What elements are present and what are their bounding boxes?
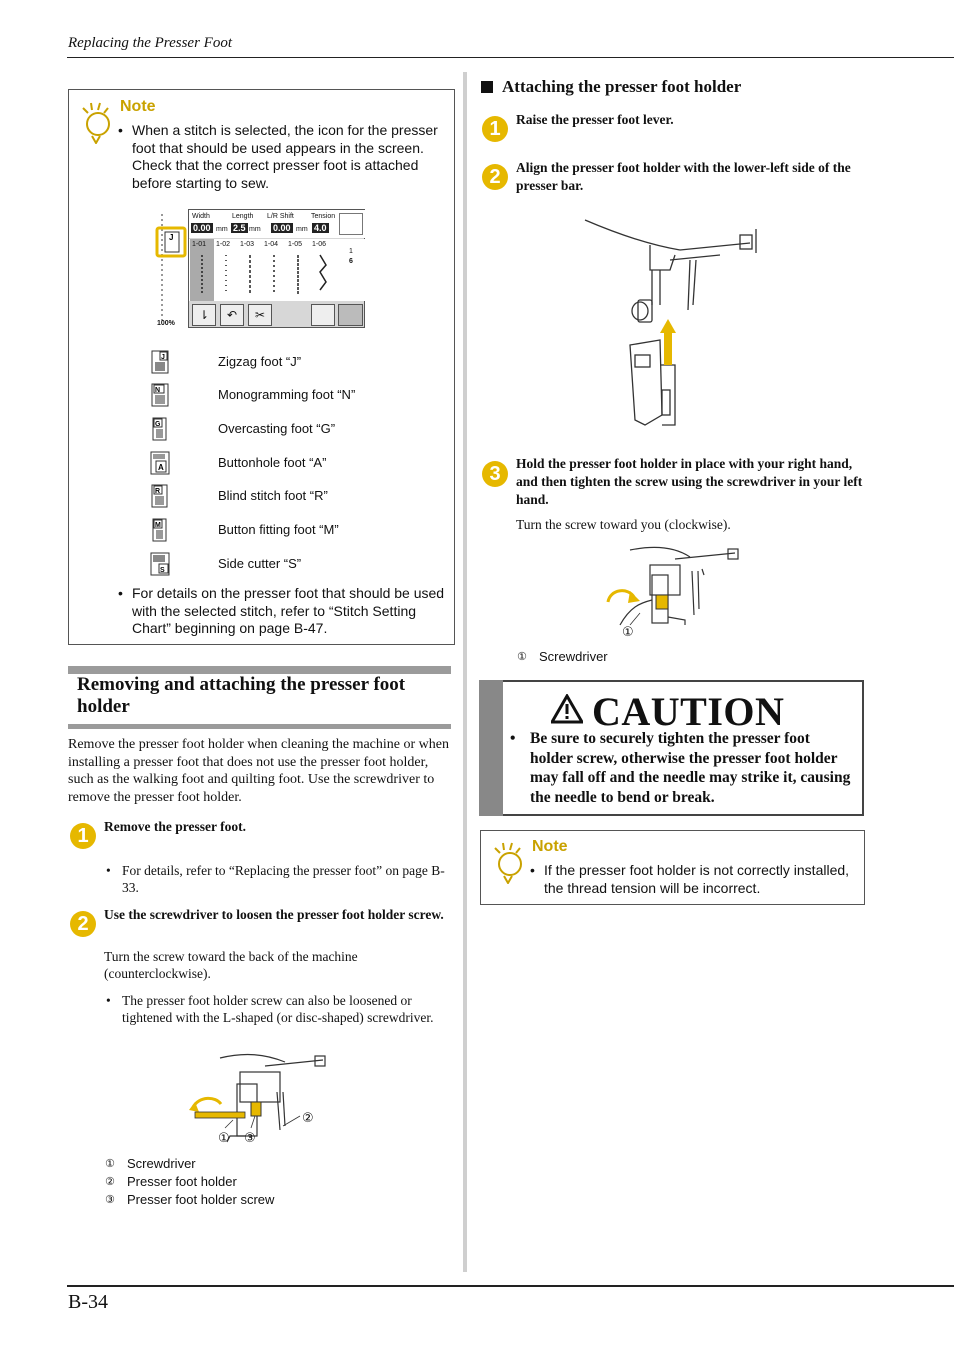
step-2-bullet-text: The presser foot holder screw can also be loosened or tightened with the L-shaped (or disc-shaped) screwdriver. [122,993,434,1025]
caution-side-bar [479,680,503,816]
caption-num: ② [105,1175,115,1188]
foot-indicator-strip [155,212,189,332]
note-title: Note [532,838,568,855]
step-3-text: Hold the presser foot holder in place with your right hand, and then tighten the screw using the screwdriver in your left hand. [516,456,863,507]
note-bullet-text: When a stitch is selected, the icon for the presser foot that should be used appears in the screen. Check that the correct presser foot is attached before starting to sew. [132,122,438,191]
caption-num: ③ [105,1193,115,1206]
svg-text:J: J [169,233,174,242]
lcd-value-width: 0.00 [193,223,211,233]
blind-stitch-foot-icon [150,484,170,508]
lcd-page-top: 1 [349,248,353,255]
note-bulb-icon [80,100,114,144]
callout-1: ① [622,625,634,640]
lcd-unit-length: mm [249,226,261,233]
running-header: Replacing the Presser Foot [68,35,232,51]
foot-label: Buttonhole foot “A” [218,455,327,470]
caption-text: Screwdriver [127,1156,196,1171]
section-title-line2: holder [77,696,130,717]
lcd-value-tension: 4.0 [314,223,327,233]
caption-num: ① [517,650,527,663]
caution-bullet: • Be sure to securely tighten the presser foot holder screw, otherwise the presser foot holder may fall off and the needle may strike it, causing the needle to bend or break. [510,730,851,806]
side-cutter-icon [150,552,170,576]
step-number-1: 1 [70,823,96,849]
lcd-stitch-patterns [189,250,339,300]
lcd-label-width: Width [192,213,210,220]
lcd-label-length: Length [232,213,254,220]
note-bullet: • If the presser foot holder is not correctly installed, the thread tension will be incorrect. [530,862,855,897]
section-band-bottom [68,724,451,729]
monogramming-foot-icon [150,383,170,407]
foot-label: Zigzag foot “J” [218,354,302,369]
lcd-settings-button[interactable] [338,304,363,326]
foot-row-j [150,350,430,378]
note-bullet: • For details on the presser foot that should be used with the selected stitch, refer to “Stitch Setting Chart” beginning on page B-47. [118,585,448,638]
step-number-1: 1 [482,116,508,142]
footer-rule [67,1285,954,1287]
section-title [77,674,405,718]
lcd-value-length: 2.5 [233,223,246,233]
page-number: B-34 [68,1291,108,1313]
step-number-2: 2 [70,911,96,937]
svg-text:J: J [161,354,165,361]
svg-text:G: G [155,421,161,428]
lcd-stitch-1-02[interactable]: 1-02 [216,241,231,248]
lcd-reverse-button[interactable]: ↶ [220,304,244,326]
lcd-screen [188,209,365,328]
svg-text:A: A [158,463,164,472]
overcasting-foot-icon [150,417,170,441]
svg-text:S: S [160,567,165,574]
lcd-label-shift: L/R Shift [267,213,294,220]
note-bullet-text: If the presser foot holder is not correctly installed, the thread tension will be incorrect. [544,862,850,896]
caption-text: Presser foot holder [127,1174,237,1189]
svg-text:M: M [155,522,161,529]
note-bullet-text: For details on the presser foot that should be used with the selected stitch, refer to “Stitch Setting Chart” beginning on page B-47. [132,585,445,636]
foot-row-r [150,484,430,512]
lcd-page-bottom: 6 [349,258,353,265]
note-bullet: • When a stitch is selected, the icon for the presser foot that should be used appears in the screen. Check that the correct presser foot is attached before starting to sew. [118,122,448,192]
warning-triangle-icon [551,694,583,724]
speed-label: 100% [157,320,175,327]
callout-2: ② [302,1111,314,1126]
caution-text: Be sure to securely tighten the presser foot holder screw, otherwise the presser foot holder may fall off and the needle may strike it, causing the needle to bend or break. [530,730,851,806]
note-title: Note [120,98,156,115]
foot-label: Side cutter “S” [218,556,302,571]
header-rule [67,57,954,58]
foot-row-a [150,451,430,479]
lcd-stitch-1-06[interactable]: 1-06 [312,241,327,248]
step-1-bullet: • For details, refer to “Replacing the presser foot” on page B-33. [106,863,445,895]
step-3-sub: Turn the screw toward you (clockwise). [516,517,731,532]
lcd-stitch-1-04[interactable]: 1-04 [264,241,279,248]
column-divider [463,72,467,1272]
caption-num: ① [105,1157,115,1170]
lcd-stitch-1-03[interactable]: 1-03 [240,241,255,248]
callout-3: ③ [244,1131,256,1146]
step-2-sub: Turn the screw toward the back of the machine (counterclockwise). [104,949,358,981]
foot-row-g [150,417,430,445]
lcd-thread-button[interactable] [339,213,363,235]
subsection-title: Attaching the presser foot holder [502,77,742,96]
foot-row-s [150,552,430,580]
align-holder-illustration [580,215,765,440]
lcd-foot-button[interactable]: ⇂ [192,304,216,326]
tighten-screw-illustration [600,545,745,630]
lcd-stitch-1-01[interactable]: 1-01 [192,241,207,248]
step-1-text: Remove the presser foot. [104,819,246,834]
section-title-line1: Removing and attaching the presser foot [77,674,406,695]
foot-row-n [150,383,430,411]
lcd-scissors-button[interactable]: ✂ [248,304,272,326]
svg-text:R: R [155,488,161,495]
caution-title: CAUTION [592,689,785,734]
foot-label: Button fitting foot “M” [218,522,339,537]
foot-row-m [150,518,430,546]
button-fitting-foot-icon [150,518,170,542]
note-bulb-icon [492,840,526,884]
lcd-unit-shift: mm [296,226,308,233]
lcd-stitch-1-05[interactable]: 1-05 [288,241,303,248]
svg-text:N: N [155,387,161,394]
square-bullet-icon [481,81,493,93]
caption-text: Presser foot holder screw [127,1192,275,1207]
foot-label: Monogramming foot “N” [218,387,356,402]
callout-1: ① [218,1131,230,1146]
buttonhole-foot-icon [150,451,170,475]
step-number-3: 3 [482,461,508,487]
section-intro: Remove the presser foot holder when cleaning the machine or when installing a presser foot that does not use the presser foot holder, such as the walking foot and quilting foot. Use the screwdriver to remove the presser foot holder. [68,737,449,805]
foot-label: Blind stitch foot “R” [218,488,328,503]
step-2-text: Align the presser foot holder with the lower-left side of the presser bar. [516,160,851,193]
zigzag-foot-icon [150,350,170,374]
step-2-text: Use the screwdriver to loosen the presser foot holder screw. [104,907,444,922]
loosen-screw-illustration [185,1052,335,1147]
step-1-bullet-text: For details, refer to “Replacing the presser foot” on page B-33. [122,863,445,895]
step-number-2: 2 [482,164,508,190]
section-band [68,666,451,674]
lcd-value-shift: 0.00 [273,223,291,233]
lcd-unit-width: mm [216,226,228,233]
step-1-text: Raise the presser foot lever. [516,112,674,127]
caption-text: Screwdriver [539,649,608,664]
foot-label: Overcasting foot “G” [218,421,336,436]
lcd-manual-button[interactable] [311,304,335,326]
step-2-bullet: • The presser foot holder screw can also be loosened or tightened with the L-shaped (or disc-shaped) screwdriver. [106,992,446,1026]
lcd-label-tension: Tension [311,213,336,220]
